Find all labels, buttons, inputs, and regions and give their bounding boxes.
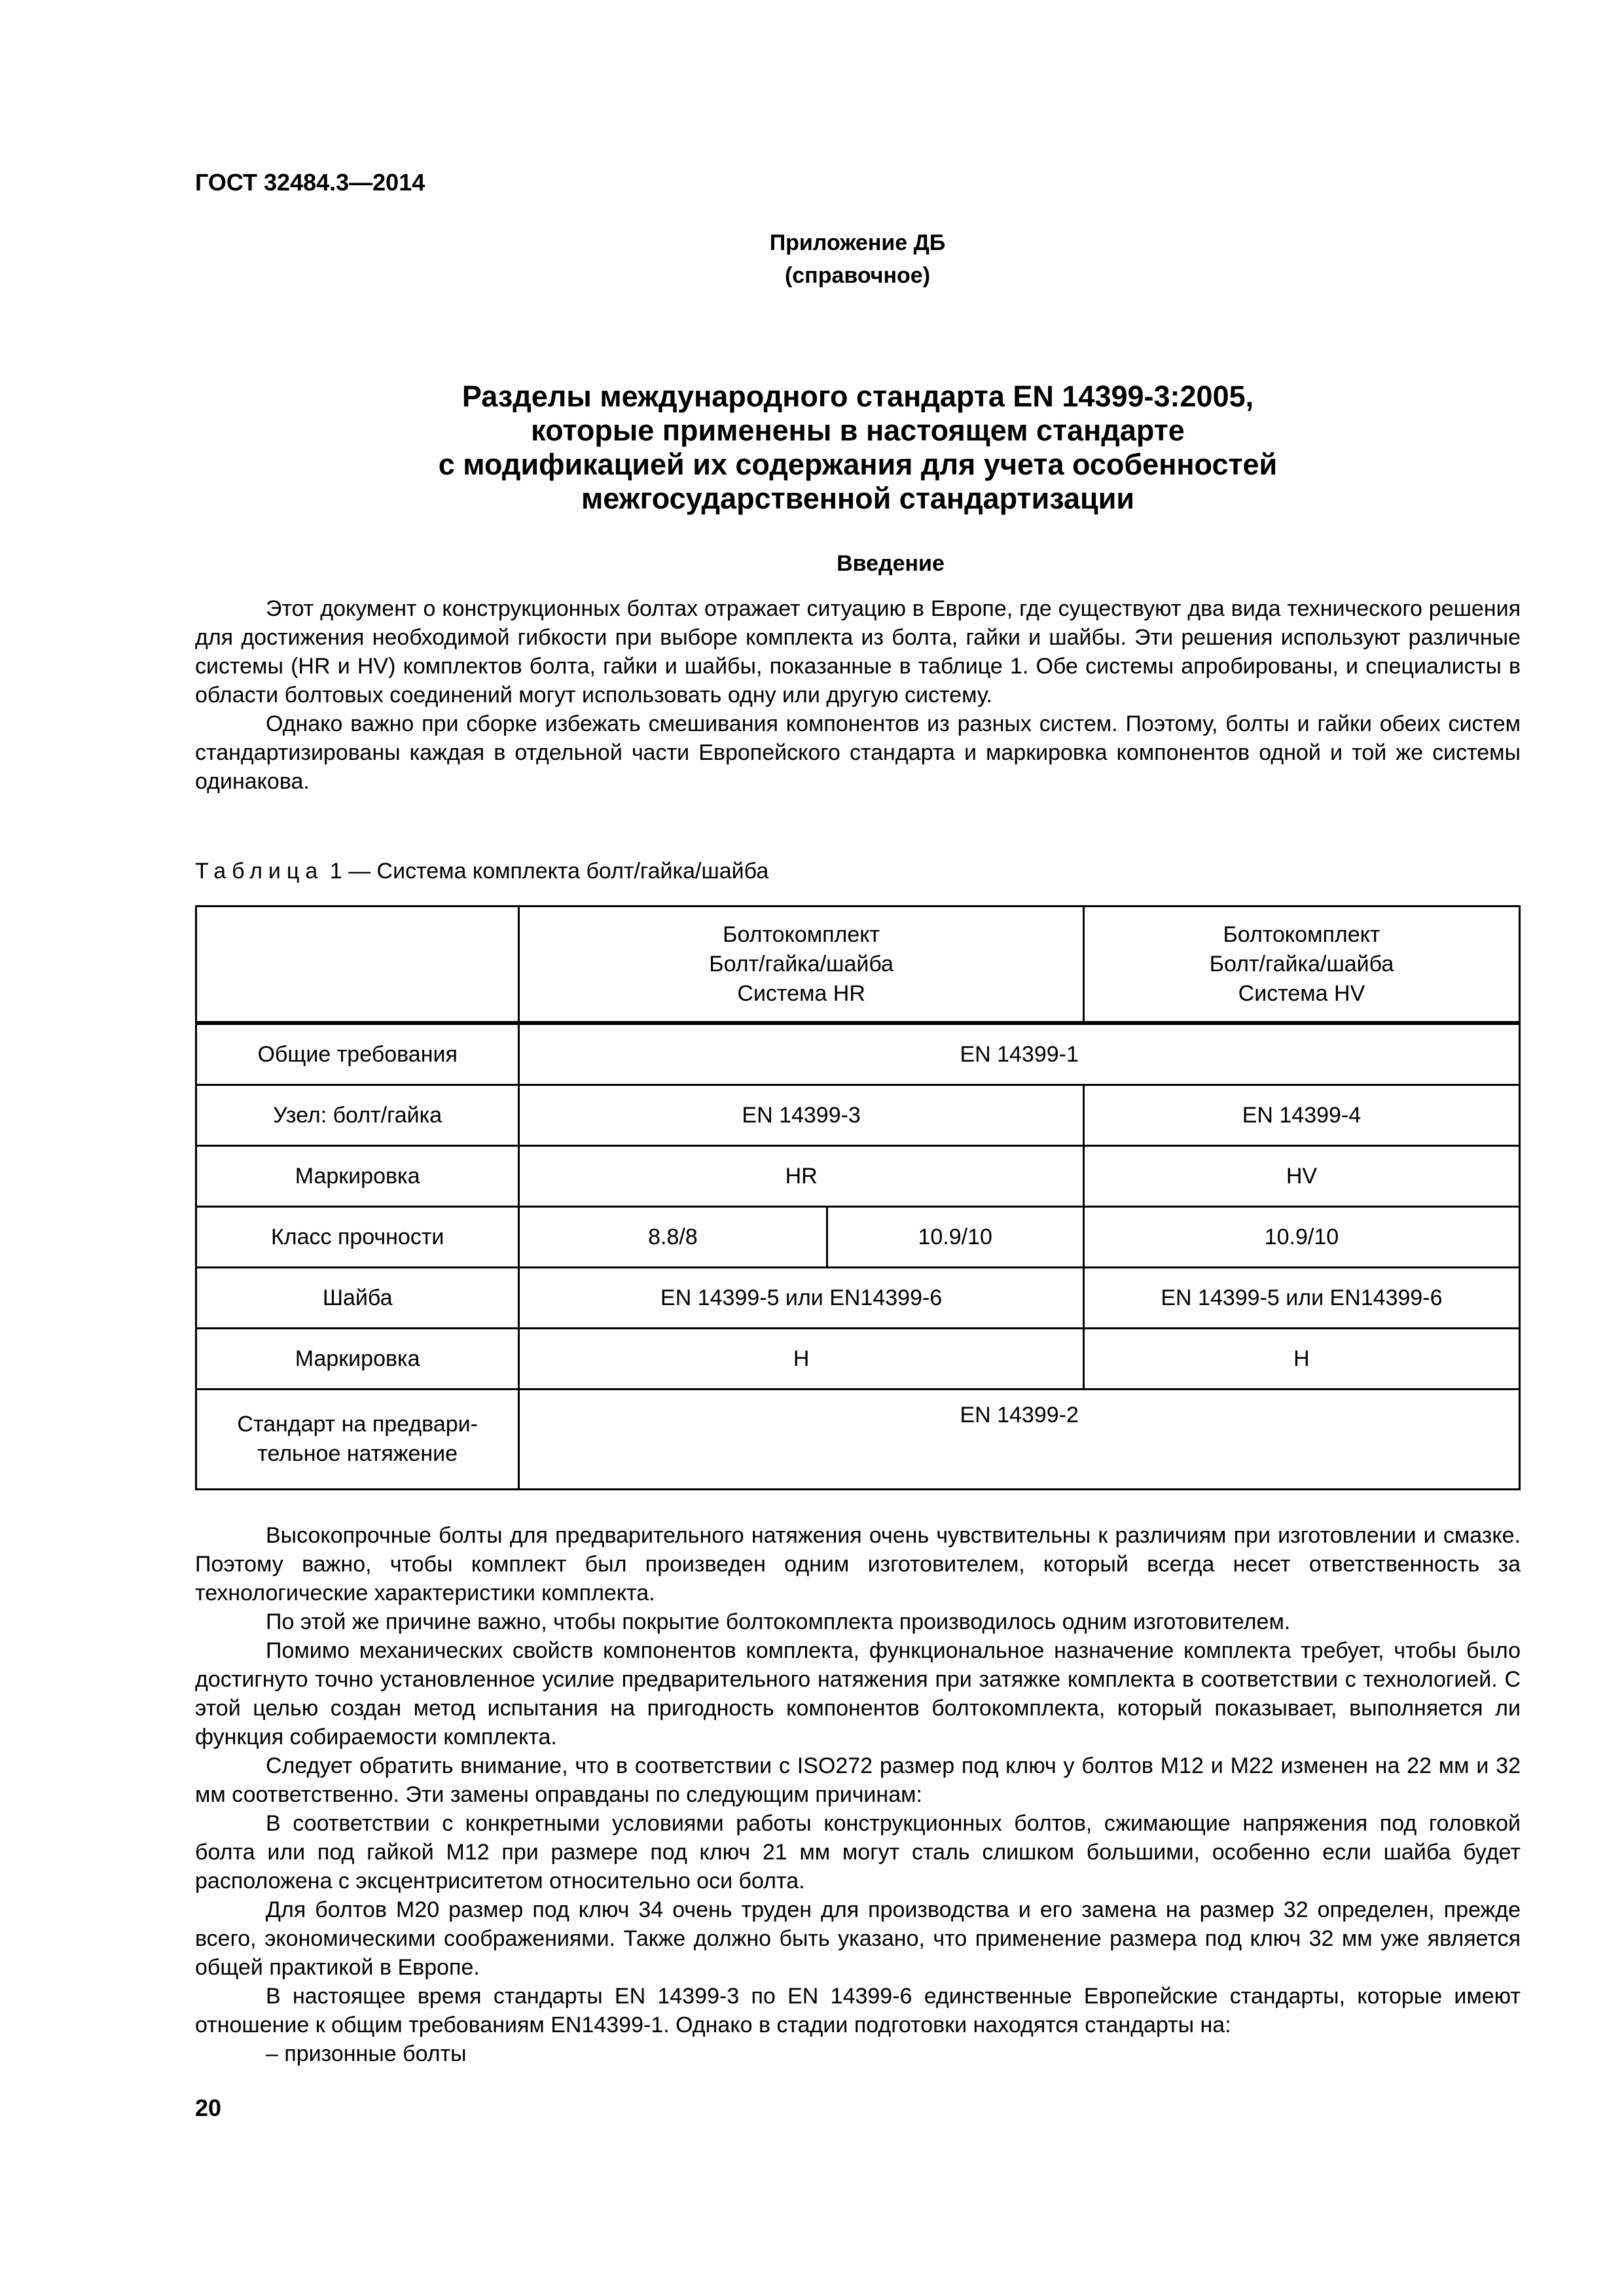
paragraph: Для болтов М20 размер под ключ 34 очень труден для производства и его замена на размер 32 определен, прежде всего, экономическими соображениями. Также должно быть указано, что применение размера под ключ 32 мм уже является общей практикой в Европе.: [195, 1897, 1521, 1980]
header-line: Система HV: [1238, 980, 1365, 1006]
header-line: Система HR: [737, 980, 865, 1006]
cell: EN 14399-1: [519, 1023, 1520, 1085]
table-row: [196, 1207, 1520, 1268]
header-line: Болтокомплект: [723, 922, 880, 947]
cell: EN 14399-2: [519, 1390, 1520, 1490]
table-caption: [195, 859, 768, 884]
paragraph: Высокопрочные болты для предварительного натяжения очень чувствительны к различиям при изготовлении и смазке. Поэтому важно, чтобы комплект был произведен одним изготовителем, который всегда несет ответственность за технологические характеристики комплекта.: [195, 1523, 1521, 1605]
header-line: Болтокомплект: [1223, 922, 1380, 947]
table-header-empty: [196, 906, 519, 1024]
cell: 10.9/10: [827, 1207, 1083, 1268]
cell: HV: [1083, 1146, 1519, 1207]
title-line: межгосударственной стандартизации: [581, 482, 1135, 515]
title-line: Разделы международного стандарта EN 14399-3:2005,: [461, 380, 1254, 413]
title-line: которые применены в настоящем стандарте: [531, 414, 1185, 447]
row-label-line: Стандарт на предвари-: [237, 1412, 478, 1437]
row-label: [196, 1390, 519, 1490]
paragraph: В соответствии с конкретными условиями работы конструкционных болтов, сжимающие напряжения под головкой болта или под гайкой М12 при размере под ключ 21 мм могут сталь слишком большими, особенно если шайба будет расположена с эксцентриситетом относительно оси болта.: [195, 1811, 1521, 1893]
cell: EN 14399-3: [519, 1085, 1084, 1146]
appendix-kind: (справочное): [784, 263, 931, 288]
paragraph: В настоящее время стандарты EN 14399-3 по EN 14399-6 единственные Европейские стандарты, которые имеют отношение к общим требованиям EN14399-1. Однако в стадии подготовки находятся стандарты на:: [195, 1984, 1521, 2037]
table-row: [196, 1329, 1520, 1390]
table-caption-prefix: Таблица: [195, 859, 324, 884]
paragraph: Следует обратить внимание, что в соответствии с ISO272 размер под ключ у болтов М12 и М22 изменен на 22 мм и 32 мм соответственно. Эти замены оправданы по следующим причинам:: [195, 1753, 1521, 1807]
paragraph: Однако важно при сборке избежать смешивания компонентов из разных систем. Поэтому, болты и гайки обеих систем стандартизированы каждая в отдельной части Европейского стандарта и маркировка компонентов одной и той же системы одинакова.: [195, 711, 1521, 794]
table-header-hr: [519, 906, 1084, 1024]
table-caption-text: 1 — Система комплекта болт/гайка/шайба: [323, 859, 769, 884]
section-title: [195, 380, 1521, 516]
paragraph: По этой же причине важно, чтобы покрытие болтокомплекта производилось одним изготовителем.: [266, 1609, 1291, 1634]
main-text: [195, 1521, 1521, 2068]
document-header: ГОСТ 32484.3—2014: [195, 169, 425, 196]
cell: EN 14399-5 или EN14399-6: [519, 1268, 1084, 1329]
cell: HR: [519, 1146, 1084, 1207]
cell: 10.9/10: [1083, 1207, 1519, 1268]
row-label: Общие требования: [196, 1023, 519, 1085]
title-line: с модификацией их содержания для учета особенностей: [438, 448, 1278, 481]
table-header-hv: [1083, 906, 1519, 1024]
page-number: 20: [195, 2094, 222, 2121]
cell: EN 14399-5 или EN14399-6: [1083, 1268, 1519, 1329]
row-label: Класс прочности: [196, 1207, 519, 1268]
paragraph: Помимо механических свойств компонентов комплекта, функциональное назначение комплекта требует, чтобы было достигнуто точно установленное усилие предварительного натяжения при затяжке комплекта в соответствии с технологией. С этой целью создан метод испытания на пригодность компонентов болтокомплекта, который показывает, выполняется ли функция собираемости комплекта.: [195, 1638, 1521, 1749]
table-row: [196, 1390, 1520, 1490]
intro-heading: Введение: [837, 551, 945, 576]
cell: EN 14399-4: [1083, 1085, 1519, 1146]
table-row: [196, 1268, 1520, 1329]
cell: H: [519, 1329, 1084, 1390]
appendix-heading: [0, 226, 1624, 292]
header-line: Болт/гайка/шайба: [1209, 951, 1394, 977]
cell: H: [1083, 1329, 1519, 1390]
row-label: Узел: болт/гайка: [196, 1085, 519, 1146]
intro-text: [195, 594, 1521, 796]
row-label-line: тельное натяжение: [257, 1441, 458, 1466]
row-label: Маркировка: [196, 1146, 519, 1207]
appendix-label: Приложение ДБ: [769, 230, 946, 255]
table-row: [196, 1085, 1520, 1146]
list-item: – призонные болты: [266, 2041, 467, 2066]
table-row: [196, 1023, 1520, 1085]
cell: 8.8/8: [519, 1207, 827, 1268]
table-header-row: [196, 906, 1520, 1024]
row-label: Шайба: [196, 1268, 519, 1329]
table-row: [196, 1146, 1520, 1207]
row-label: Маркировка: [196, 1329, 519, 1390]
paragraph: Этот документ о конструкционных болтах отражает ситуацию в Европе, где существуют два вида технического решения для достижения необходимой гибкости при выборе комплекта из болта, гайки и шайбы. Эти решения используют различные системы (HR и HV) комплектов болта, гайки и шайбы, показанные в таблице 1. Обе системы апробированы, и специалисты в области болтовых соединений могут использовать одну или другую систему.: [195, 596, 1521, 708]
bolt-system-table: [195, 905, 1521, 1490]
header-line: Болт/гайка/шайба: [709, 951, 893, 977]
